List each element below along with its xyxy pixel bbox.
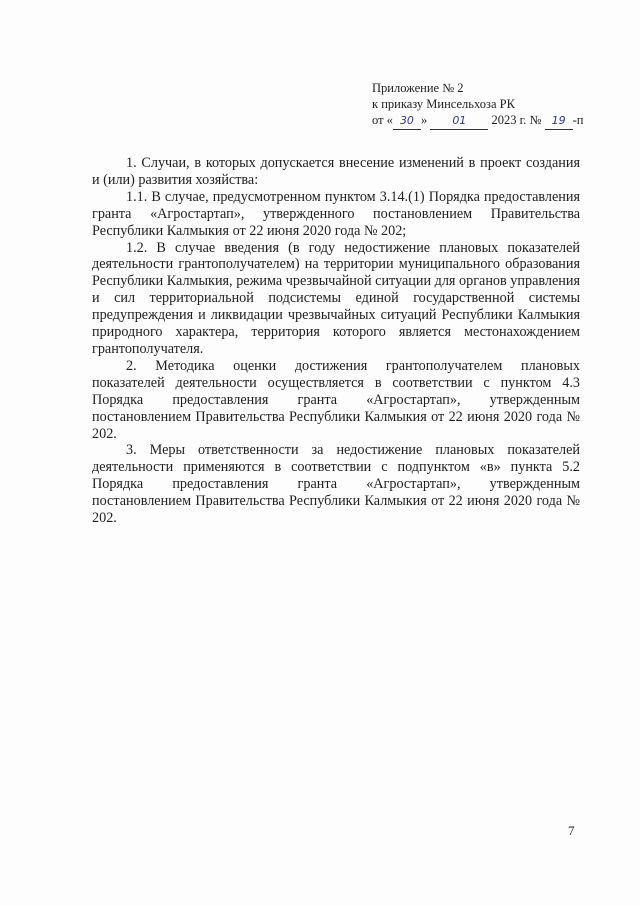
annex-header	[372, 80, 583, 130]
annex-title: Приложение № 2	[372, 81, 464, 95]
handwritten-day: 30	[399, 114, 414, 127]
page-number: 7	[568, 823, 575, 838]
year-text: 2023 г. №	[491, 113, 542, 127]
number-suffix: -п	[572, 113, 584, 127]
date-mid: »	[420, 113, 428, 127]
day-field	[393, 112, 421, 130]
date-prefix: от «	[372, 113, 393, 127]
paragraph-3: 3. Меры ответственности за недостижение плановых показателей деятельности применяются в соответствии с подпунктом «в» пункта 5.2 Порядка предоставления гранта «Агростартап», утвержденным постановлением Правительства Республики Калмыкия от 22 июня 2020 года № 202.	[92, 442, 580, 527]
number-field	[545, 112, 573, 130]
paragraph-2: 2. Методика оценки достижения грантополучателем плановых показателей деятельности осуществляется в соответствии с пунктом 4.3 Порядка предоставления гранта «Агростартап», утвержденным постановлением Правительства Республики Калмыкия от 22 июня 2020 года № 202.	[92, 357, 580, 442]
handwritten-month: 01	[452, 114, 467, 127]
month-field	[430, 112, 488, 130]
annex-date-line	[372, 112, 583, 130]
paragraph-1-1: 1.1. В случае, предусмотренном пунктом 3.14.(1) Порядка предоставления гранта «Агростартап», утвержденного постановлением Правительства Республики Калмыкия от 22 июня 2020 года № 202;	[92, 188, 580, 239]
paragraph-1: 1. Случаи, в которых допускается внесение изменений в проект создания и (или) развития хозяйства:	[92, 155, 580, 188]
annex-order-ref: к приказу Минсельхоза РК	[372, 97, 515, 111]
paragraph-1-2: 1.2. В случае введения (в году недостижение плановых показателей деятельности грантополучателем) на территории муниципального образования Республики Калмыкия, режима чрезвычайной ситуации для органов управления и сил территориальной подсистемы единой государственной системы предупреждения и ликвидации чрезвычайных ситуаций Республики Калмыкия природного характера, территория которого является местонахождением грантополучателя.	[92, 239, 580, 357]
document-body	[92, 155, 580, 527]
handwritten-number: 19	[551, 114, 566, 127]
